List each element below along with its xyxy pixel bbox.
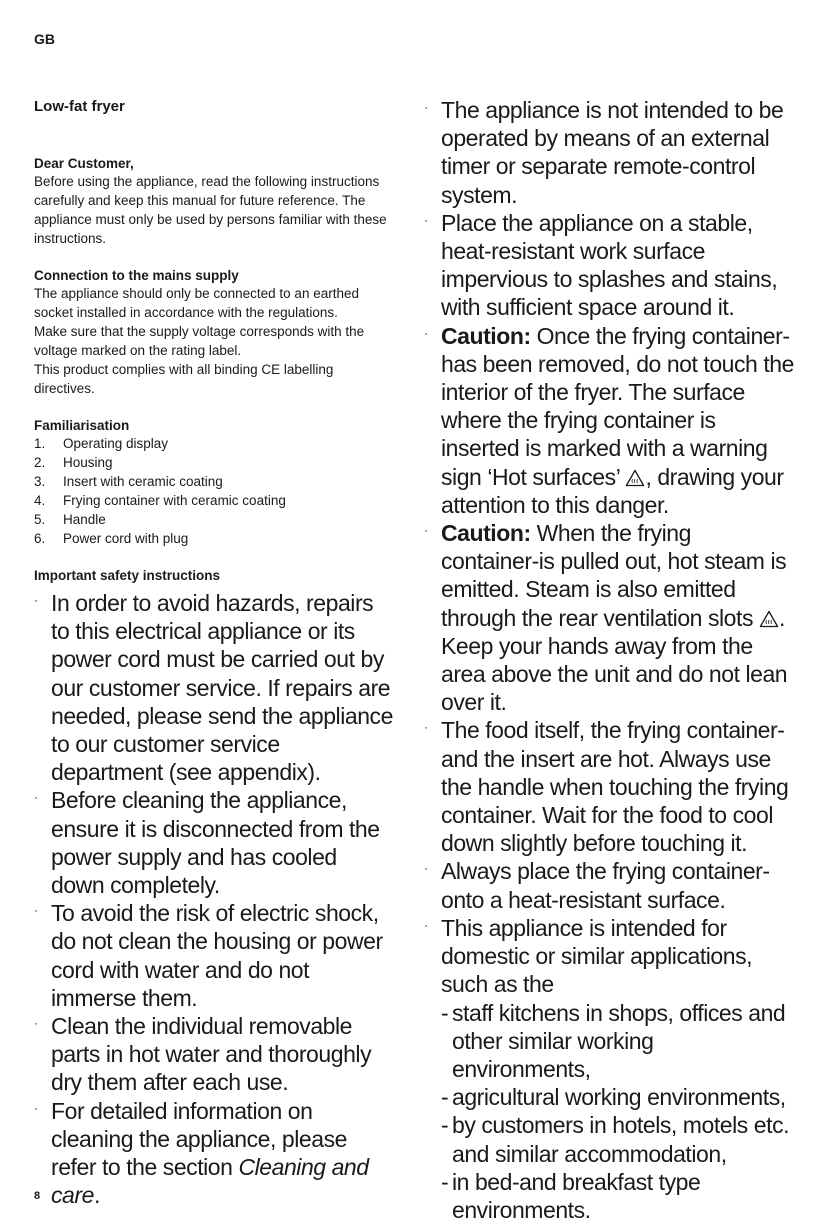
list-item: · In order to avoid hazards, repairs to this electrical appliance or its power cord must be carried out by our customer service. If repairs are needed, please send the appliance to our customer service department (see appendix). bbox=[34, 590, 393, 786]
list-item: · Caution: When the frying container-is pulled out, hot steam is emitted. Steam is also emitted through the rear ventilation slots . Keep your hands away from the area above the unit and do not lean over it. bbox=[424, 520, 788, 716]
caution-label: Caution: bbox=[441, 322, 531, 349]
safety-list-left bbox=[34, 589, 394, 1209]
page-number: 8 bbox=[34, 1190, 41, 1202]
mains-paragraph: The appliance should only be connected to an earthed socket installed in accordance with the regulations. bbox=[34, 286, 359, 321]
list-item: · For detailed information on cleaning the appliance, please refer to the section Cleaning and care. bbox=[34, 1097, 369, 1209]
safety-heading: Important safety instructions bbox=[34, 568, 221, 583]
hot-surface-warning-icon bbox=[759, 610, 779, 628]
familiarisation-heading: Familiarisation bbox=[34, 418, 130, 434]
list-item: · Caution: Once the frying container-has been removed, do not touch the interior of the fryer. The surface where the frying container is inserted is marked with a warning sign ‘Hot surfaces’ , drawing your attention to this danger. bbox=[424, 322, 794, 518]
list-item: - in bed-and breakfast type environments. bbox=[441, 1168, 701, 1223]
list-item: 2. Housing bbox=[34, 454, 113, 470]
list-item: 5. Handle bbox=[34, 511, 106, 527]
language-code: GB bbox=[34, 31, 55, 47]
usage-environments-list bbox=[441, 999, 794, 1225]
list-item: · Always place the frying container-onto a heat-resistant surface. bbox=[424, 858, 770, 913]
left-column bbox=[34, 98, 394, 1209]
intro-text: Before using the appliance, read the following instructions carefully and keep this manual for future reference. The appliance must only be used by persons familiar with these instructions. bbox=[34, 174, 387, 246]
mains-heading: Connection to the mains supply bbox=[34, 268, 239, 284]
right-column bbox=[424, 96, 794, 1224]
caution-label: Caution: bbox=[441, 520, 531, 547]
hot-surface-warning-icon bbox=[625, 469, 645, 487]
list-item: 6. Power cord with plug bbox=[34, 530, 189, 546]
parts-list bbox=[34, 435, 394, 548]
list-item: - staff kitchens in shops, offices and other similar working environments, bbox=[441, 999, 786, 1082]
mains-paragraph: Make sure that the supply voltage corresponds with the voltage marked on the rating label. bbox=[34, 323, 365, 358]
page-title: Low-fat fryer bbox=[34, 98, 125, 115]
intro-heading: Dear Customer, bbox=[34, 156, 134, 171]
list-item: · To avoid the risk of electric shock, do not clean the housing or power cord with water and do not immerse them. bbox=[34, 900, 383, 1011]
safety-list-right bbox=[424, 96, 794, 1224]
list-item: 1. Operating display bbox=[34, 436, 169, 452]
list-item: · This appliance is intended for domestic or similar applications, such as the - staff kitchens in shops, offices and other similar working environments, - agricultural working environments, - by customers in hotels, motels etc. and similar accommodation, - in bed-and breakfast type environments. bbox=[424, 914, 794, 1224]
list-item: 3. Insert with ceramic coating bbox=[34, 473, 223, 489]
list-item: · The appliance is not intended to be operated by means of an external timer or separate remote-control system. bbox=[424, 97, 784, 208]
list-item: · Before cleaning the appliance, ensure it is disconnected from the power supply and has cooled down completely. bbox=[34, 787, 380, 899]
mains-paragraph: This product complies with all binding CE labelling directives. bbox=[34, 361, 334, 396]
list-item: 4. Frying container with ceramic coating bbox=[34, 492, 286, 508]
list-item: · Clean the individual removable parts in hot water and thoroughly dry them after each use. bbox=[34, 1013, 372, 1096]
list-item: - by customers in hotels, motels etc. and similar accommodation, bbox=[441, 1112, 790, 1167]
section-reference: Cleaning and care bbox=[51, 1154, 369, 1209]
list-item: · Place the appliance on a stable, heat-resistant work surface impervious to splashes and stains, with sufficient space around it. bbox=[424, 209, 778, 321]
list-item: · The food itself, the frying container-and the insert are hot. Always use the handle when touching the frying container. Wait for the food to cool down slightly before touching it. bbox=[424, 717, 789, 857]
list-item: - agricultural working environments, bbox=[441, 1084, 786, 1111]
